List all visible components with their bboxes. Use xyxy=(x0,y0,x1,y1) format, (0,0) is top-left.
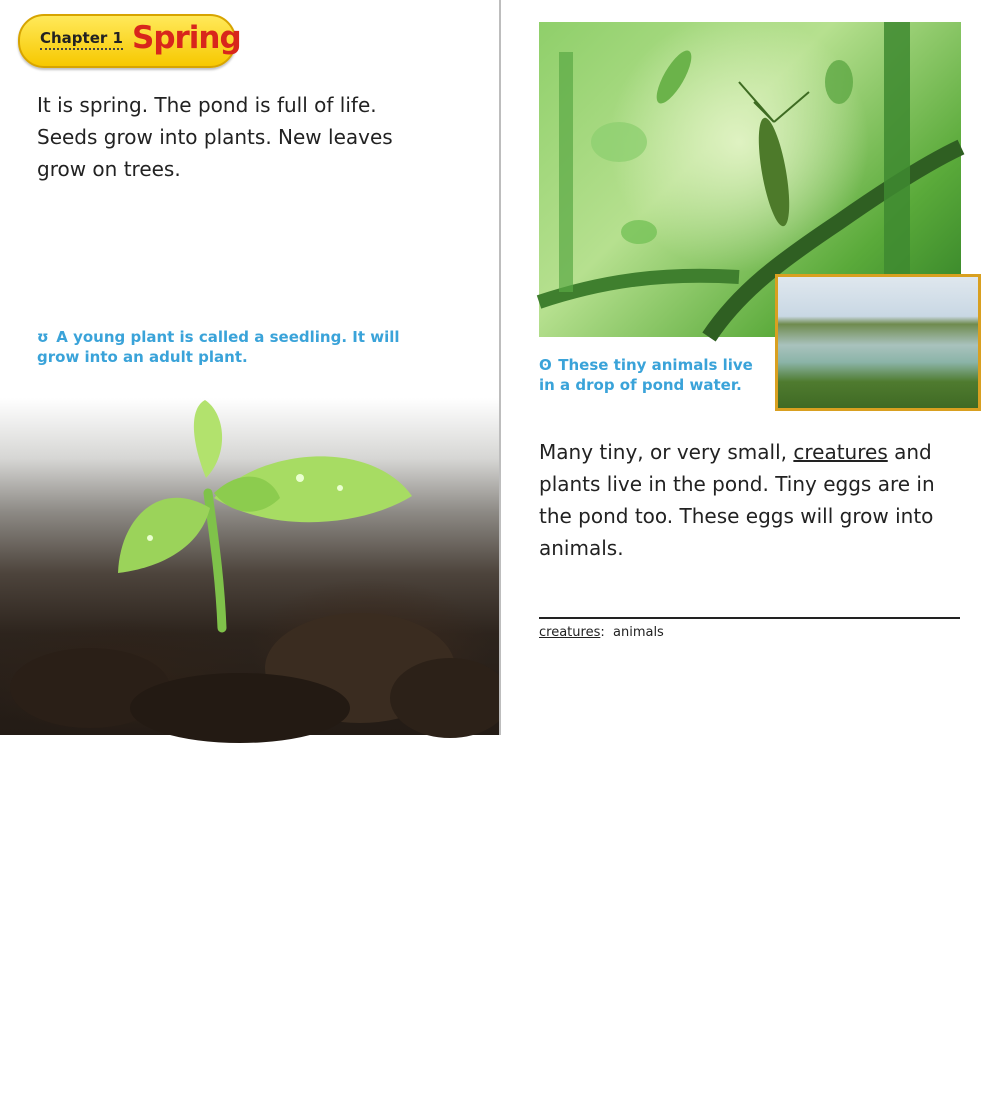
glossary-divider xyxy=(539,617,960,619)
caption-arrow-icon: ʘ xyxy=(539,356,552,374)
seedling-caption xyxy=(37,327,427,367)
organisms-caption xyxy=(539,355,754,395)
caption-arrow-icon: ʊ xyxy=(37,328,49,346)
right-paragraph xyxy=(539,436,959,564)
right-paragraph-start: Many tiny, or very small, xyxy=(539,440,794,464)
page-number: 4 xyxy=(35,1088,47,1108)
glossary-definition: animals xyxy=(613,625,664,640)
right-paragraph-end: and plants live in the pond. Tiny eggs are in the pond too. These eggs will grow into animals. xyxy=(539,440,935,560)
left-paragraph: It is spring. The pond is full of life. Seeds grow into plants. New leaves grow on trees. xyxy=(37,93,393,181)
organisms-caption-text: These tiny animals live in a drop of pond water. xyxy=(539,356,753,394)
chapter-badge xyxy=(18,14,241,68)
glossary-separator: : xyxy=(600,625,605,640)
pond-photo xyxy=(775,274,981,411)
right-page xyxy=(501,0,1000,735)
vocab-word-creatures: creatures xyxy=(793,440,888,464)
glossary-term: creatures xyxy=(539,625,601,640)
chapter-label: Chapter 1 xyxy=(40,29,123,50)
seedling-caption-text: A young plant is called a seedling. It will grow into an adult plant. xyxy=(37,328,400,366)
chapter-title: Spring xyxy=(132,20,241,56)
seedling-photo xyxy=(0,398,500,1108)
glossary-entry xyxy=(539,625,664,640)
seedling-illustration xyxy=(0,398,500,735)
